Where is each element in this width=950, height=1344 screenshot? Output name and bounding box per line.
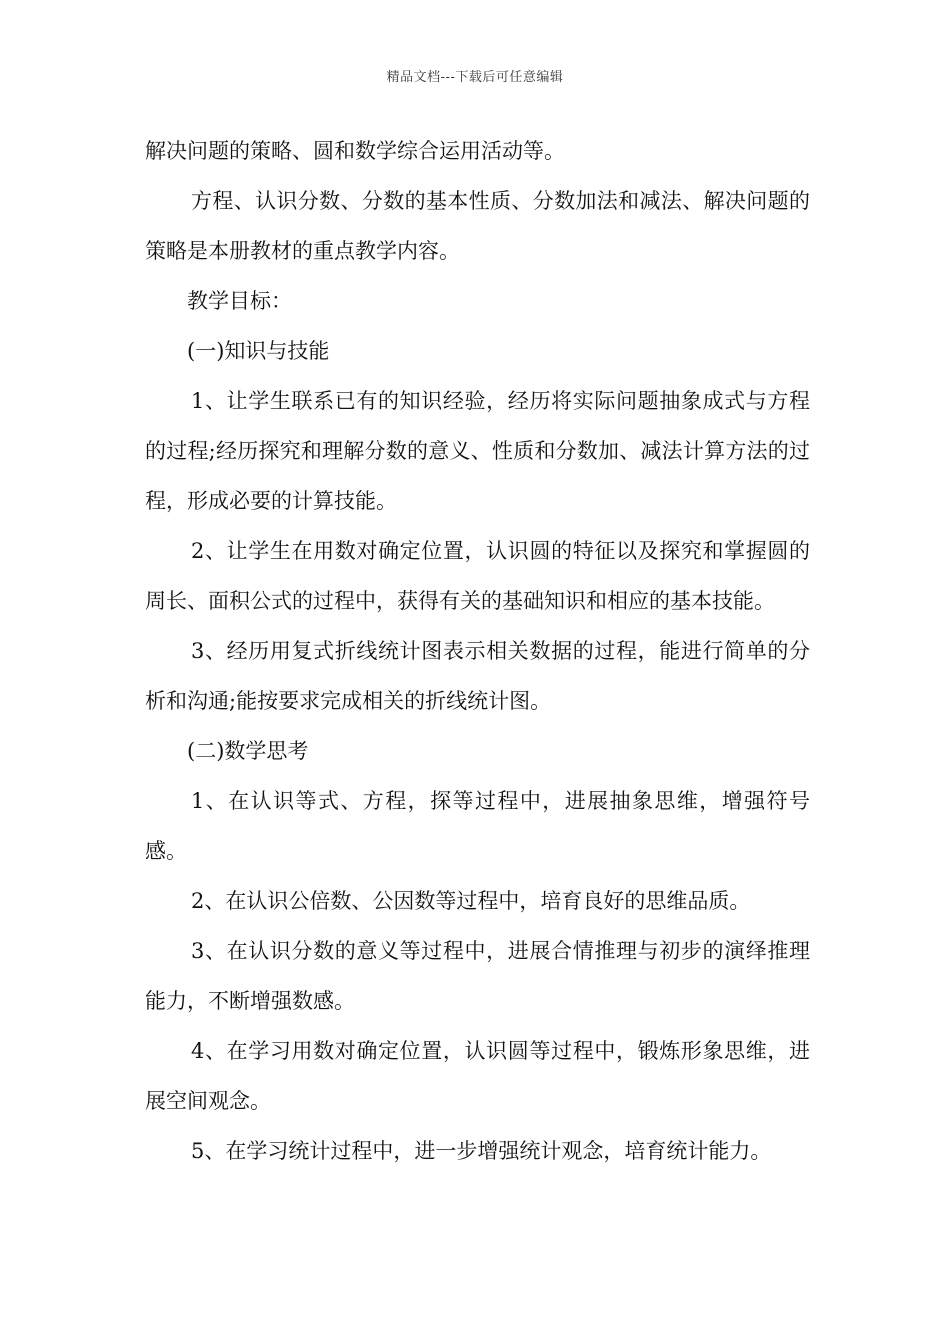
- list-item-knowledge-2: 2、让学生在用数对确定位置，认识圆的特征以及探究和掌握圆的周长、面积公式的过程中，获得有关的基础知识和相应的基本技能。: [145, 539, 810, 613]
- list-item-thinking-4: 4、在学习用数对确定位置，认识圆等过程中，锻炼形象思维，进展空间观念。: [145, 1039, 810, 1113]
- subsection-heading-math-thinking: (二)数学思考: [187, 739, 309, 763]
- list-item-thinking-5: 5、在学习统计过程中，进一步增强统计观念，培育统计能力。: [191, 1139, 772, 1163]
- list-item-thinking-2: 2、在认识公倍数、公因数等过程中，培育良好的思维品质。: [191, 889, 751, 913]
- subsection-heading-knowledge-skills: (一)知识与技能: [187, 339, 330, 363]
- list-item-thinking-1: 1、在认识等式、方程，探等过程中，进展抽象思维，增强符号感。: [145, 789, 810, 863]
- list-item-knowledge-1: 1、让学生联系已有的知识经验，经历将实际问题抽象成式与方程的过程;经历探究和理解分数的意义、性质和分数加、减法计算方法的过程，形成必要的计算技能。: [145, 389, 810, 513]
- list-item-thinking-3: 3、在认识分数的意义等过程中，进展合情推理与初步的演绎推理能力，不断增强数感。: [145, 939, 810, 1013]
- section-heading-teaching-goals: 教学目标：: [187, 289, 292, 313]
- page-header: 精品文档---下载后可任意编辑: [386, 70, 564, 85]
- document-body: [145, 126, 810, 1176]
- list-item-knowledge-3: 3、经历用复式折线统计图表示相关数据的过程，能进行简单的分析和沟通;能按要求完成相关的折线统计图。: [145, 639, 810, 713]
- paragraph-key-content: 方程、认识分数、分数的基本性质、分数加法和减法、解决问题的策略是本册教材的重点教学内容。: [145, 189, 810, 263]
- paragraph-intro-continuation: 解决问题的策略、圆和数学综合运用活动等。: [145, 139, 565, 163]
